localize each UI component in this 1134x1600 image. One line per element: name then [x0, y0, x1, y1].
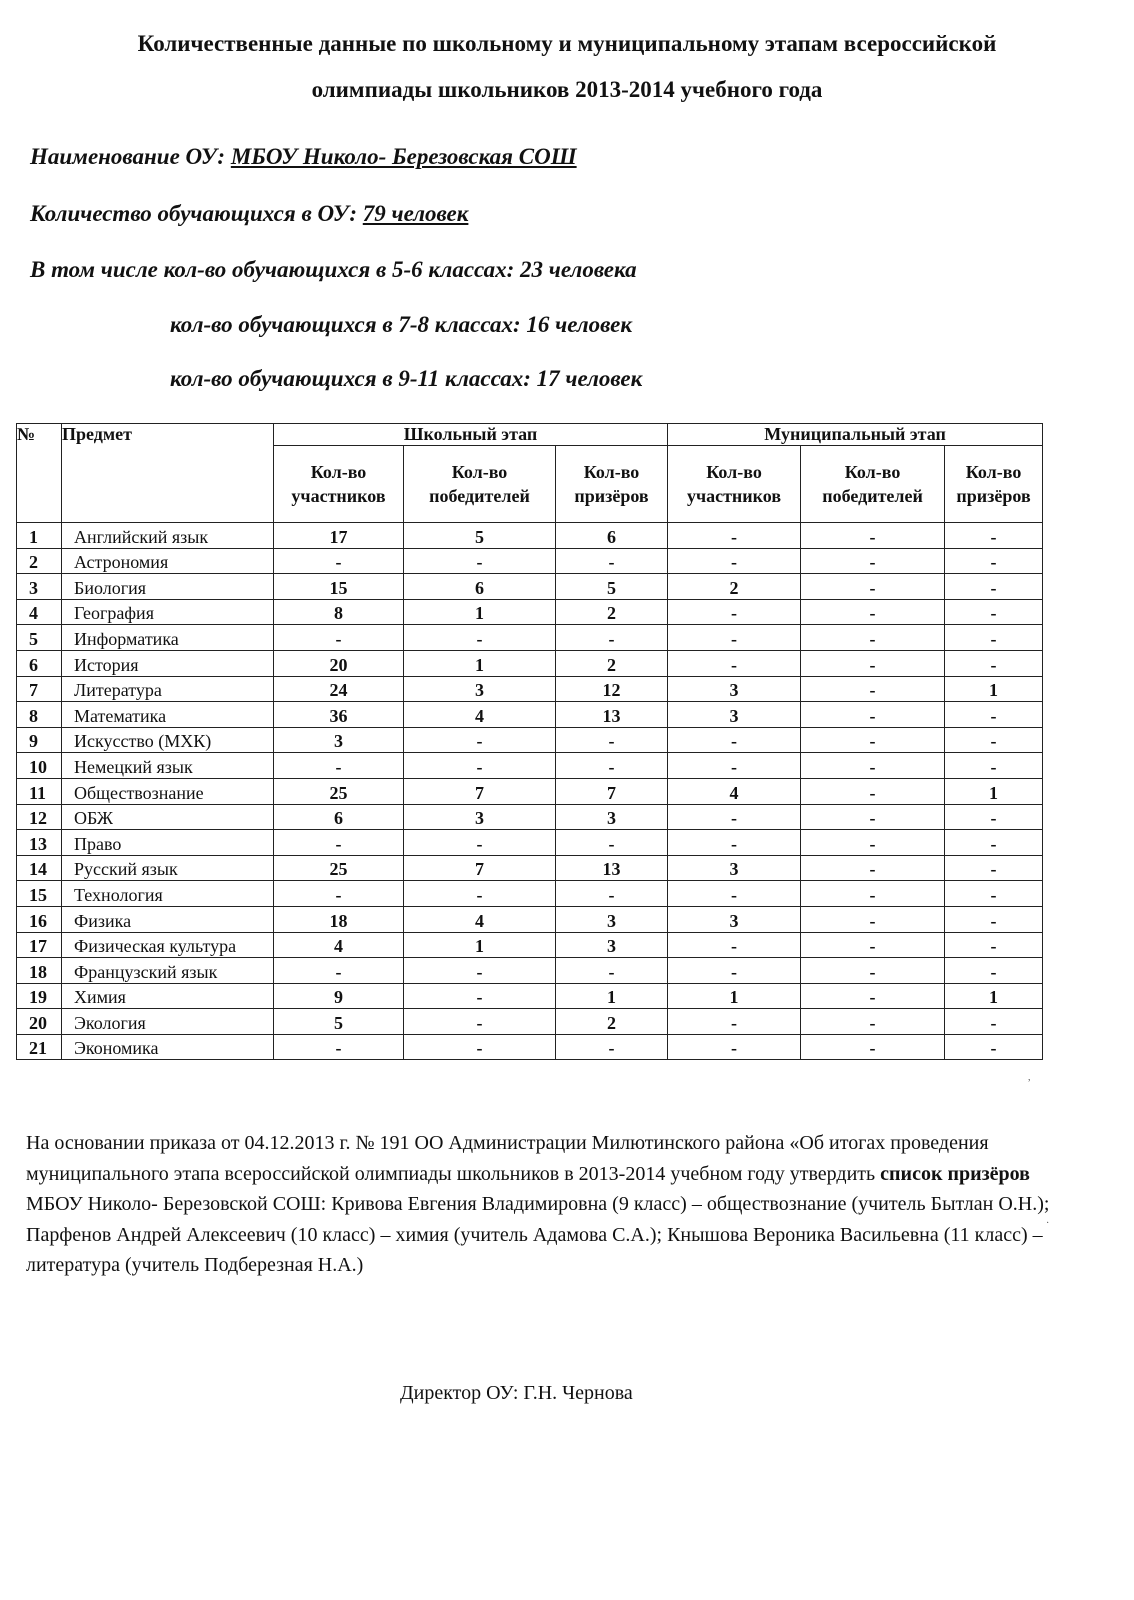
cell-school-prizewinners: 5 [556, 574, 668, 600]
table-row [17, 676, 1043, 702]
cell-municipal-prizewinners: - [945, 650, 1043, 676]
cell-school-winners: - [404, 625, 556, 651]
cell-school-prizewinners: - [556, 958, 668, 984]
cell-school-participants: 36 [274, 702, 404, 728]
cell-municipal-winners: - [801, 548, 945, 574]
cell-school-participants: 24 [274, 676, 404, 702]
cell-municipal-winners: - [801, 855, 945, 881]
row-subject: Французский язык [62, 958, 274, 984]
cell-school-participants: 25 [274, 778, 404, 804]
cell-school-participants: - [274, 753, 404, 779]
cell-school-participants: 6 [274, 804, 404, 830]
document-title-line-1: Количественные данные по школьному и муниципальному этапам всероссийской [137, 31, 997, 56]
cell-municipal-participants: - [668, 958, 801, 984]
cell-municipal-winners: - [801, 778, 945, 804]
cell-municipal-prizewinners: - [945, 855, 1043, 881]
cell-municipal-winners: - [801, 727, 945, 753]
row-number: 12 [17, 804, 62, 830]
cell-school-winners: - [404, 1009, 556, 1035]
table-row [17, 548, 1043, 574]
row-number: 18 [17, 958, 62, 984]
row-subject: История [62, 650, 274, 676]
cell-school-prizewinners: 3 [556, 804, 668, 830]
header-school-participants: Кол-во участников [274, 446, 404, 523]
row-subject: Экономика [62, 1034, 274, 1060]
cell-municipal-winners: - [801, 702, 945, 728]
table-row [17, 932, 1043, 958]
row-subject: География [62, 599, 274, 625]
cell-school-winners: 3 [404, 804, 556, 830]
cell-school-prizewinners: - [556, 830, 668, 856]
cell-municipal-participants: - [668, 599, 801, 625]
cell-municipal-participants: 3 [668, 676, 801, 702]
row-subject: Технология [62, 881, 274, 907]
table-row [17, 958, 1043, 984]
cell-municipal-winners: - [801, 804, 945, 830]
cell-school-winners: 7 [404, 778, 556, 804]
header-number: № [17, 424, 62, 523]
cell-municipal-participants: 3 [668, 702, 801, 728]
cell-municipal-winners: - [801, 830, 945, 856]
cell-school-participants: 20 [274, 650, 404, 676]
table-row [17, 599, 1043, 625]
row-subject: Искусство (МХК) [62, 727, 274, 753]
row-number: 11 [17, 778, 62, 804]
row-subject: Немецкий язык [62, 753, 274, 779]
table-row [17, 727, 1043, 753]
cell-school-participants: 15 [274, 574, 404, 600]
table-row [17, 881, 1043, 907]
cell-municipal-participants: - [668, 650, 801, 676]
cell-school-prizewinners: - [556, 753, 668, 779]
cell-municipal-participants: - [668, 625, 801, 651]
order-note-bold: список призёров [880, 1162, 1030, 1185]
row-subject: Физика [62, 906, 274, 932]
header-school-winners: Кол-во победителей [404, 446, 556, 523]
cell-school-prizewinners: - [556, 1034, 668, 1060]
cell-school-prizewinners: - [556, 727, 668, 753]
cell-school-participants: 25 [274, 855, 404, 881]
cell-school-winners: 7 [404, 855, 556, 881]
school-name-value: МБОУ Николо- Березовская СОШ [230, 144, 577, 169]
order-note-paragraph [26, 1128, 1086, 1281]
cell-school-winners: - [404, 983, 556, 1009]
cell-municipal-prizewinners: - [945, 599, 1043, 625]
table-row [17, 983, 1043, 1009]
cell-school-prizewinners: - [556, 881, 668, 907]
cell-municipal-prizewinners: 1 [945, 983, 1043, 1009]
cell-municipal-winners: - [801, 599, 945, 625]
cell-school-winners: - [404, 881, 556, 907]
row-subject: Химия [62, 983, 274, 1009]
row-number: 14 [17, 855, 62, 881]
cell-school-participants: 5 [274, 1009, 404, 1035]
row-number: 5 [17, 625, 62, 651]
header-municipal-participants: Кол-во участников [668, 446, 801, 523]
row-number: 7 [17, 676, 62, 702]
row-subject: Обществознание [62, 778, 274, 804]
scan-speck: · [1046, 1218, 1050, 1229]
row-number: 1 [17, 523, 62, 549]
row-number: 2 [17, 548, 62, 574]
cell-municipal-participants: 2 [668, 574, 801, 600]
cell-school-participants: - [274, 830, 404, 856]
cell-municipal-prizewinners: - [945, 881, 1043, 907]
cell-municipal-participants: 3 [668, 855, 801, 881]
cell-municipal-prizewinners: - [945, 804, 1043, 830]
cell-municipal-prizewinners: - [945, 702, 1043, 728]
cell-municipal-winners: - [801, 1009, 945, 1035]
cell-school-winners: 1 [404, 932, 556, 958]
table-body [17, 523, 1043, 1060]
table-row [17, 753, 1043, 779]
cell-school-prizewinners: 1 [556, 983, 668, 1009]
grades-9-11-line: кол-во обучающихся в 9-11 классах: 17 человек [170, 366, 643, 391]
cell-municipal-prizewinners: 1 [945, 778, 1043, 804]
cell-municipal-participants: - [668, 830, 801, 856]
row-number: 8 [17, 702, 62, 728]
cell-municipal-prizewinners: - [945, 906, 1043, 932]
cell-school-prizewinners: 13 [556, 855, 668, 881]
cell-school-winners: - [404, 753, 556, 779]
cell-school-prizewinners: 2 [556, 1009, 668, 1035]
table-row [17, 855, 1043, 881]
cell-school-winners: 4 [404, 906, 556, 932]
student-count-label: Количество обучающихся в ОУ: [30, 201, 363, 226]
order-note-text-2: МБОУ Николо- Березовской СОШ: Кривова Евгения Владимировна (9 класс) – обществознание (учитель Бытлан О.Н.); Парфенов Андрей Алексеевич (10 класс) – химия (учитель Адамова С.А.); Кнышова Вероника Васильевна (11 класс) – литература (учитель Подберезная Н.А.) [26, 1193, 1050, 1276]
table-row [17, 830, 1043, 856]
header-municipal-stage: Муниципальный этап [668, 424, 1043, 446]
table-row [17, 574, 1043, 600]
cell-school-winners: 6 [404, 574, 556, 600]
cell-school-participants: 18 [274, 906, 404, 932]
row-subject: Физическая культура [62, 932, 274, 958]
student-count-line [30, 199, 468, 229]
header-subject: Предмет [62, 424, 274, 523]
table-row [17, 778, 1043, 804]
header-municipal-winners: Кол-во победителей [801, 446, 945, 523]
cell-municipal-participants: - [668, 804, 801, 830]
cell-school-prizewinners: 2 [556, 650, 668, 676]
table-row [17, 625, 1043, 651]
cell-municipal-winners: - [801, 650, 945, 676]
cell-municipal-winners: - [801, 881, 945, 907]
cell-school-participants: 8 [274, 599, 404, 625]
school-name-line [30, 142, 577, 172]
cell-school-winners: 4 [404, 702, 556, 728]
cell-municipal-participants: - [668, 1034, 801, 1060]
cell-school-winners: 1 [404, 599, 556, 625]
school-name-label: Наименование ОУ: [30, 144, 231, 169]
cell-school-winners: - [404, 548, 556, 574]
cell-municipal-participants: 3 [668, 906, 801, 932]
cell-municipal-prizewinners: - [945, 830, 1043, 856]
cell-municipal-participants: - [668, 727, 801, 753]
cell-school-prizewinners: 6 [556, 523, 668, 549]
cell-school-winners: - [404, 727, 556, 753]
row-number: 9 [17, 727, 62, 753]
cell-municipal-prizewinners: - [945, 958, 1043, 984]
cell-municipal-participants: 1 [668, 983, 801, 1009]
row-number: 21 [17, 1034, 62, 1060]
cell-municipal-winners: - [801, 958, 945, 984]
row-number: 16 [17, 906, 62, 932]
cell-municipal-winners: - [801, 676, 945, 702]
row-subject: Литература [62, 676, 274, 702]
cell-municipal-prizewinners: - [945, 625, 1043, 651]
cell-school-winners: - [404, 958, 556, 984]
cell-municipal-prizewinners: - [945, 548, 1043, 574]
cell-school-participants: 3 [274, 727, 404, 753]
row-subject: Право [62, 830, 274, 856]
cell-municipal-participants: - [668, 1009, 801, 1035]
cell-municipal-participants: - [668, 548, 801, 574]
cell-school-winners: 3 [404, 676, 556, 702]
cell-municipal-winners: - [801, 932, 945, 958]
cell-municipal-winners: - [801, 906, 945, 932]
row-subject: Информатика [62, 625, 274, 651]
grades-7-8-line: кол-во обучающихся в 7-8 классах: 16 человек [170, 312, 633, 337]
cell-municipal-prizewinners: - [945, 1034, 1043, 1060]
header-school-prizewinners: Кол-во призёров [556, 446, 668, 523]
table-row [17, 702, 1043, 728]
cell-school-prizewinners: 13 [556, 702, 668, 728]
document-title-line-2: олимпиады школьников 2013-2014 учебного года [311, 77, 823, 102]
cell-municipal-prizewinners: - [945, 932, 1043, 958]
cell-school-participants: 17 [274, 523, 404, 549]
cell-school-winners: - [404, 830, 556, 856]
row-subject: Математика [62, 702, 274, 728]
header-school-stage: Школьный этап [274, 424, 668, 446]
cell-municipal-winners: - [801, 625, 945, 651]
cell-school-participants: - [274, 881, 404, 907]
cell-municipal-participants: - [668, 523, 801, 549]
cell-school-prizewinners: 3 [556, 932, 668, 958]
cell-municipal-participants: - [668, 932, 801, 958]
order-note-text-1: На основании приказа от 04.12.2013 г. № 191 ОО Администрации Милютинского района «Об итогах проведения муниципального этапа всероссийской олимпиады школьников в 2013-2014 учебном году утвердить [26, 1132, 989, 1185]
cell-municipal-participants: - [668, 881, 801, 907]
cell-municipal-winners: - [801, 523, 945, 549]
row-subject: Английский язык [62, 523, 274, 549]
row-subject: ОБЖ [62, 804, 274, 830]
cell-school-prizewinners: 7 [556, 778, 668, 804]
cell-municipal-winners: - [801, 753, 945, 779]
cell-school-participants: - [274, 1034, 404, 1060]
row-number: 19 [17, 983, 62, 1009]
table-row [17, 1009, 1043, 1035]
cell-school-prizewinners: 3 [556, 906, 668, 932]
cell-school-participants: - [274, 548, 404, 574]
cell-school-prizewinners: - [556, 548, 668, 574]
row-number: 17 [17, 932, 62, 958]
table-row [17, 650, 1043, 676]
cell-municipal-winners: - [801, 574, 945, 600]
row-number: 20 [17, 1009, 62, 1035]
row-subject: Астрономия [62, 548, 274, 574]
scan-speck: , [1028, 1072, 1031, 1083]
cell-municipal-participants: - [668, 753, 801, 779]
grades-5-6-line: В том числе кол-во обучающихся в 5-6 классах: 23 человека [30, 257, 637, 282]
cell-school-prizewinners: 12 [556, 676, 668, 702]
row-number: 10 [17, 753, 62, 779]
cell-municipal-winners: - [801, 1034, 945, 1060]
table-row [17, 804, 1043, 830]
cell-municipal-prizewinners: 1 [945, 676, 1043, 702]
director-signature-line: Директор ОУ: Г.Н. Чернова [400, 1382, 633, 1404]
cell-municipal-winners: - [801, 983, 945, 1009]
row-subject: Русский язык [62, 855, 274, 881]
cell-school-winners: 5 [404, 523, 556, 549]
cell-school-participants: - [274, 958, 404, 984]
cell-school-prizewinners: - [556, 625, 668, 651]
cell-school-winners: 1 [404, 650, 556, 676]
row-number: 4 [17, 599, 62, 625]
cell-municipal-participants: 4 [668, 778, 801, 804]
table-row [17, 1034, 1043, 1060]
cell-school-prizewinners: 2 [556, 599, 668, 625]
cell-municipal-prizewinners: - [945, 574, 1043, 600]
row-subject: Экология [62, 1009, 274, 1035]
row-subject: Биология [62, 574, 274, 600]
cell-school-participants: - [274, 625, 404, 651]
cell-municipal-prizewinners: - [945, 727, 1043, 753]
row-number: 13 [17, 830, 62, 856]
cell-municipal-prizewinners: - [945, 1009, 1043, 1035]
row-number: 15 [17, 881, 62, 907]
row-number: 3 [17, 574, 62, 600]
cell-school-participants: 9 [274, 983, 404, 1009]
table-row [17, 906, 1043, 932]
table-row [17, 523, 1043, 549]
student-count-value: 79 человек [362, 201, 469, 226]
header-municipal-prizewinners: Кол-во призёров [945, 446, 1043, 523]
cell-school-winners: - [404, 1034, 556, 1060]
cell-municipal-prizewinners: - [945, 753, 1043, 779]
cell-municipal-prizewinners: - [945, 523, 1043, 549]
olympiad-results-table [16, 423, 1043, 1060]
cell-school-participants: 4 [274, 932, 404, 958]
row-number: 6 [17, 650, 62, 676]
